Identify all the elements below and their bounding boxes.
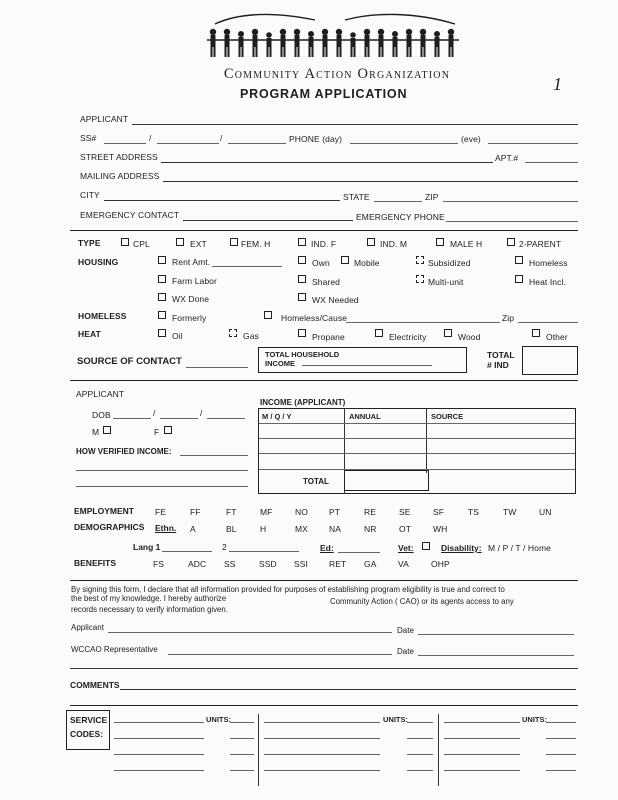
ethnicity-code-bl[interactable]: BL [226, 524, 237, 534]
service-col-divider-2 [438, 714, 439, 786]
type-cpl-checkbox[interactable] [121, 238, 129, 246]
service-codes-section [66, 710, 578, 788]
ssn-label: SS# [80, 133, 97, 143]
housing-heat-incl-checkbox[interactable] [515, 275, 523, 283]
service-code-2-field[interactable] [114, 738, 204, 739]
benefit-code-ret[interactable]: RET [329, 559, 347, 569]
page-number-mark: 1 [553, 74, 562, 94]
dob-label: DOB [92, 410, 111, 420]
type-fem-h-label: FEM. H [241, 239, 271, 249]
phone-day-label: PHONE (day) [289, 134, 343, 144]
heat-other-checkbox[interactable] [532, 329, 540, 337]
ethnicity-label: Ethn. [155, 523, 177, 533]
education-field[interactable] [338, 552, 380, 553]
heat-oil-label: Oil [172, 331, 183, 341]
zip-label: ZIP [425, 192, 439, 202]
benefit-code-adc[interactable]: ADC [188, 559, 207, 569]
benefit-code-ga[interactable]: GA [364, 559, 377, 569]
total-household-income-field [302, 365, 432, 366]
benefits-label: BENEFITS [74, 558, 117, 568]
male-checkbox[interactable] [103, 426, 111, 434]
applicant-date-label: Date [397, 626, 414, 635]
income-col-mqy: M / Q / Y [262, 412, 292, 421]
type-ind-f-label: IND. F [311, 239, 337, 249]
applicant-label: APPLICANT [80, 114, 129, 124]
how-verified-field-3[interactable] [76, 486, 248, 487]
housing-wx-done-checkbox[interactable] [158, 293, 166, 301]
units-2-field[interactable] [230, 738, 254, 739]
housing-rent-label: Rent Amt. [172, 257, 211, 267]
employment-code-pt[interactable]: PT [329, 507, 341, 517]
applicant-date-field[interactable] [418, 634, 574, 635]
how-verified-field-2[interactable] [76, 470, 248, 471]
units-8-field[interactable] [407, 770, 433, 771]
emergency-contact-field[interactable] [183, 220, 353, 221]
mailing-address-label: MAILING ADDRESS [80, 171, 160, 181]
signature-divider [70, 668, 578, 669]
units-5-field[interactable] [407, 722, 433, 723]
ethnicity-code-wh[interactable]: WH [433, 524, 448, 534]
street-address-label: STREET ADDRESS [80, 152, 158, 162]
comments-label: COMMENTS [70, 680, 120, 690]
dob-slash-1: / [153, 408, 156, 418]
form-title: PROGRAM APPLICATION [240, 87, 408, 101]
disability-codes[interactable]: M / P / T / Home [488, 543, 552, 553]
homeless-zip-label: Zip [502, 313, 515, 323]
people-row-logo-icon [205, 10, 467, 68]
housing-mobile-checkbox[interactable] [341, 256, 349, 264]
housing-wx-needed-label: WX Needed [312, 295, 359, 305]
language-1-label: Lang 1 [133, 542, 161, 552]
housing-rent-checkbox[interactable] [158, 256, 166, 264]
total-ind-box[interactable] [522, 346, 578, 375]
applicant-block-label: APPLICANT [76, 389, 125, 399]
ethnicity-code-na[interactable]: NA [329, 524, 342, 534]
housing-subsidized-checkbox[interactable] [416, 256, 424, 264]
units-label-2: UNITS: [383, 715, 408, 724]
income-table [258, 408, 576, 494]
housing-farm-labor-label: Farm Labor [172, 276, 217, 286]
source-of-contact-field[interactable] [186, 367, 248, 368]
disability-label: Disability: [441, 543, 482, 553]
female-label: F [154, 427, 160, 437]
type-ind-m-checkbox[interactable] [367, 238, 375, 246]
dob-day-field[interactable] [160, 418, 198, 419]
housing-subsidized-label: Subsidized [428, 258, 471, 268]
units-label-1: UNITS: [206, 715, 231, 724]
homeless-formerly-checkbox[interactable] [158, 311, 166, 319]
ethnicity-code-nr[interactable]: NR [364, 524, 377, 534]
homeless-label: HOMELESS [78, 311, 127, 321]
type-male-h-checkbox[interactable] [436, 238, 444, 246]
employment-label: EMPLOYMENT [74, 506, 134, 516]
heat-electricity-checkbox[interactable] [375, 329, 383, 337]
type-2-parent-label: 2-PARENT [519, 239, 562, 249]
benefit-code-fs[interactable]: FS [153, 559, 165, 569]
service-code-3-field[interactable] [114, 754, 204, 755]
employment-code-fe[interactable]: FE [155, 507, 167, 517]
org-name: Community Action Organization [223, 66, 451, 82]
declaration-line-3: records necessary to verify information given. [71, 605, 228, 614]
veteran-checkbox[interactable] [422, 542, 430, 550]
units-12-field[interactable] [546, 770, 576, 771]
housing-own-checkbox[interactable] [298, 256, 306, 264]
units-10-field[interactable] [546, 738, 576, 739]
homeless-cause-label: Homeless/Cause [281, 313, 348, 323]
employment-code-sf[interactable]: SF [433, 507, 445, 517]
housing-shared-checkbox[interactable] [298, 275, 306, 283]
service-code-7-field[interactable] [264, 754, 380, 755]
housing-mobile-label: Mobile [354, 258, 380, 268]
logo [205, 10, 467, 68]
service-label: SERVICE [70, 715, 108, 725]
codes-label: CODES: [70, 729, 104, 739]
service-code-12-field[interactable] [444, 770, 520, 771]
homeless-cause-field[interactable] [346, 322, 500, 323]
income-row-line-2 [259, 438, 575, 439]
type-ind-m-label: IND. M [380, 239, 408, 249]
housing-multi-unit-label: Multi-unit [428, 277, 464, 287]
housing-own-label: Own [312, 258, 330, 268]
benefit-code-ohp[interactable]: OHP [431, 559, 450, 569]
zip-field[interactable] [443, 201, 578, 202]
benefit-code-va[interactable]: VA [398, 559, 409, 569]
ssn-field-part1[interactable] [104, 143, 146, 144]
housing-label: HOUSING [78, 257, 119, 267]
units-9-field[interactable] [546, 722, 576, 723]
demographics-label: DEMOGRAPHICS [74, 522, 145, 532]
language-1-field[interactable] [162, 551, 212, 552]
units-6-field[interactable] [407, 738, 433, 739]
rent-amount-field[interactable] [212, 266, 282, 267]
ethnicity-code-h[interactable]: H [260, 524, 267, 534]
education-label: Ed: [320, 543, 334, 553]
benefit-code-ss[interactable]: SS [224, 559, 236, 569]
employment-code-ff[interactable]: FF [190, 507, 201, 517]
dob-year-field[interactable] [207, 418, 245, 419]
housing-homeless-checkbox[interactable] [515, 256, 523, 264]
income-table-title: INCOME (APPLICANT) [260, 398, 346, 407]
units-1-field[interactable] [230, 722, 254, 723]
housing-multi-unit-checkbox[interactable] [416, 275, 424, 283]
ssn-field-part3[interactable] [228, 143, 286, 144]
applicant-signature-label: Applicant [71, 623, 104, 632]
how-verified-label: HOW VERIFIED INCOME: [76, 447, 172, 456]
homeless-zip-field[interactable] [518, 322, 578, 323]
street-address-field[interactable] [161, 162, 493, 163]
type-2-parent-checkbox[interactable] [507, 238, 515, 246]
service-code-11-field[interactable] [444, 754, 520, 755]
heat-electricity-label: Electricity [389, 332, 427, 342]
heat-propane-label: Propane [312, 332, 345, 342]
state-field[interactable] [374, 201, 422, 202]
representative-date-field[interactable] [418, 655, 574, 656]
income-col-source: SOURCE [431, 412, 464, 421]
heat-propane-checkbox[interactable] [298, 329, 306, 337]
language-2-label: 2 [222, 542, 227, 552]
units-11-field[interactable] [546, 754, 576, 755]
comments-field-2[interactable] [70, 705, 578, 706]
phone-day-field[interactable] [350, 143, 458, 144]
employment-code-re[interactable]: RE [364, 507, 377, 517]
applicant-signature-field[interactable] [108, 632, 392, 633]
dob-month-field[interactable] [113, 418, 151, 419]
benefit-code-ssd[interactable]: SSD [259, 559, 277, 569]
heat-label: HEAT [78, 329, 101, 339]
total-ind-label: TOTAL # IND [487, 350, 515, 370]
income-row-line-3 [259, 453, 575, 454]
representative-signature-label: WCCAO Representative [71, 645, 158, 654]
heat-wood-checkbox[interactable] [444, 329, 452, 337]
phone-eve-field[interactable] [488, 143, 578, 144]
type-ext-label: EXT [190, 239, 207, 249]
apt-label: APT.# [495, 153, 519, 163]
ssn-slash-2: / [220, 133, 223, 143]
representative-date-label: Date [397, 647, 414, 656]
housing-heat-incl-label: Heat Incl. [529, 277, 566, 287]
employment-code-ts[interactable]: TS [468, 507, 480, 517]
how-verified-field-1[interactable] [180, 455, 248, 456]
income-total-box[interactable] [344, 470, 429, 491]
declaration-line-2b: Community Action ( CAO) or its agents access to any [330, 597, 514, 606]
employment-code-tw[interactable]: TW [503, 507, 517, 517]
service-col-divider-1 [258, 714, 259, 786]
emergency-phone-field[interactable] [446, 221, 578, 222]
units-4-field[interactable] [230, 770, 254, 771]
homeless-cause-checkbox[interactable] [264, 311, 272, 319]
service-code-5-field[interactable] [264, 722, 380, 723]
employment-code-se[interactable]: SE [399, 507, 411, 517]
applicant-field[interactable] [132, 124, 578, 125]
units-7-field[interactable] [407, 754, 433, 755]
type-label: TYPE [78, 238, 101, 248]
type-male-h-label: MALE H [450, 239, 483, 249]
housing-wx-needed-checkbox[interactable] [298, 293, 306, 301]
type-fem-h-checkbox[interactable] [230, 238, 238, 246]
heat-other-label: Other [546, 332, 568, 342]
service-code-1-field[interactable] [114, 722, 204, 723]
heat-oil-checkbox[interactable] [158, 329, 166, 337]
income-col-annual: ANNUAL [349, 412, 381, 421]
phone-eve-label: (eve) [461, 134, 481, 144]
units-label-3: UNITS: [522, 715, 547, 724]
source-of-contact-label: SOURCE OF CONTACT [77, 356, 182, 367]
housing-shared-label: Shared [312, 277, 341, 287]
type-ind-f-checkbox[interactable] [298, 238, 306, 246]
male-label: M [92, 427, 100, 437]
ethnicity-code-ot[interactable]: OT [399, 524, 412, 534]
ethnicity-code-mx[interactable]: MX [295, 524, 308, 534]
section-divider-1 [70, 230, 578, 231]
total-household-income-label: TOTAL HOUSEHOLD INCOME [265, 350, 340, 368]
housing-wx-done-label: WX Done [172, 294, 210, 304]
declaration-line-2a: the best of my knowledge. I hereby authorize [71, 594, 227, 603]
employment-code-ft[interactable]: FT [226, 507, 237, 517]
housing-homeless-label: Homeless [529, 258, 568, 268]
section-divider-2 [70, 380, 578, 381]
comments-field-1[interactable] [120, 689, 576, 690]
declaration-line-1: By signing this form, I declare that all information provided for purposes of establishing program eligibility is true and correct to [71, 585, 505, 594]
service-code-9-field[interactable] [444, 722, 520, 723]
mailing-address-field[interactable] [163, 181, 578, 182]
units-3-field[interactable] [230, 754, 254, 755]
heat-gas-label: Gas [243, 331, 259, 341]
heat-gas-checkbox[interactable] [229, 329, 237, 337]
emergency-contact-label: EMERGENCY CONTACT [80, 210, 180, 220]
section-divider-3 [70, 580, 578, 581]
service-code-10-field[interactable] [444, 738, 520, 739]
homeless-formerly-label: Formerly [172, 313, 207, 323]
ethnicity-code-a[interactable]: A [190, 524, 196, 534]
dob-slash-2: / [200, 408, 203, 418]
heat-wood-label: Wood [458, 332, 481, 342]
service-code-4-field[interactable] [114, 770, 204, 771]
type-cpl-label: CPL [133, 239, 150, 249]
representative-signature-field[interactable] [168, 654, 392, 655]
income-col-divider-2 [426, 409, 427, 473]
employment-code-un[interactable]: UN [539, 507, 552, 517]
language-2-field[interactable] [229, 551, 299, 552]
housing-farm-labor-checkbox[interactable] [158, 275, 166, 283]
apt-field[interactable] [525, 162, 578, 163]
benefit-code-ssi[interactable]: SSI [294, 559, 309, 569]
emergency-phone-label: EMERGENCY PHONE [356, 212, 445, 222]
veteran-label: Vet: [398, 543, 414, 553]
ssn-field-part2[interactable] [157, 143, 219, 144]
service-code-6-field[interactable] [264, 738, 380, 739]
state-label: STATE [343, 192, 370, 202]
income-row-line-1 [259, 423, 575, 424]
employment-code-no[interactable]: NO [295, 507, 308, 517]
type-ext-checkbox[interactable] [176, 238, 184, 246]
city-label: CITY [80, 190, 100, 200]
service-code-8-field[interactable] [264, 770, 380, 771]
female-checkbox[interactable] [164, 426, 172, 434]
employment-code-mf[interactable]: MF [260, 507, 273, 517]
ssn-slash-1: / [149, 133, 152, 143]
income-total-label: TOTAL [303, 477, 329, 486]
city-field[interactable] [104, 200, 340, 201]
